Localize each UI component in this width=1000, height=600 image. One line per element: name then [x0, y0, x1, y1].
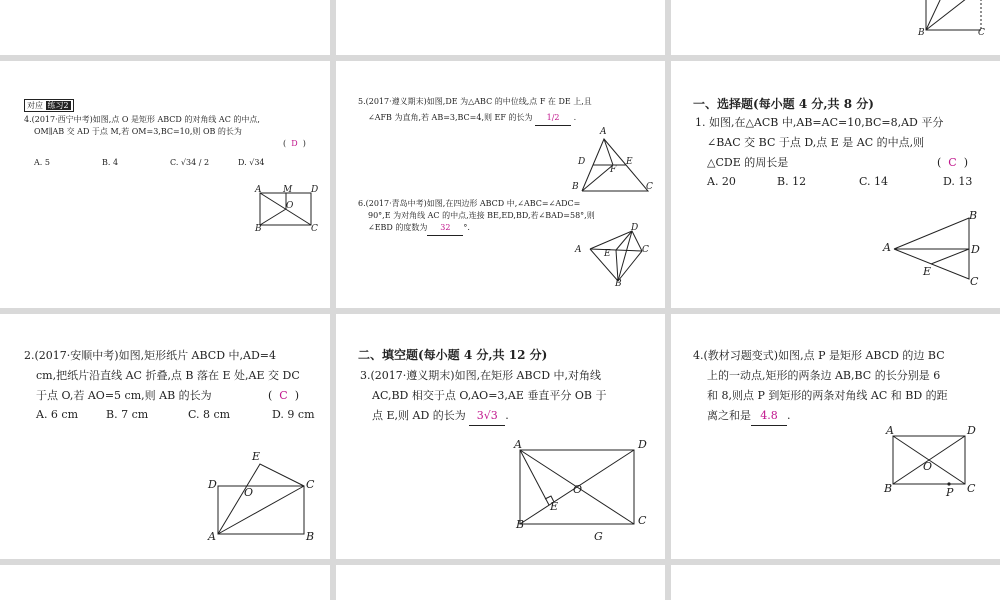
question-4-line1: 4.(2017·西宁中考)如图,点 O 是矩形 ABCD 的对角线 AC 的中点, — [24, 115, 260, 124]
folded-rectangle-figure — [208, 452, 318, 547]
panel-top-left — [0, 0, 330, 55]
question-6-line3: ∠EBD 的度数为 32 °. — [368, 221, 470, 236]
practice-badge: 对应 练习2 — [24, 99, 74, 112]
label-E: E — [604, 249, 611, 259]
option-b: B. 7 cm — [106, 408, 149, 421]
answer-6: 32 — [427, 221, 463, 236]
answer-paren: ( C ) — [937, 156, 969, 169]
label-B: B — [615, 279, 622, 289]
label-D: D — [208, 478, 217, 491]
label-E: E — [252, 450, 261, 463]
label-B: B — [572, 182, 579, 192]
label-A: A — [886, 424, 894, 437]
question-5-line1: 5.(2017·遵义期末)如图,DE 为△ABC 的中位线,点 F 在 DE 上,且 — [358, 97, 592, 106]
panel-r2c1 — [0, 61, 330, 308]
question-3-line2: AC,BD 相交于点 O,AO=3,AE 垂直平分 OB 于 — [372, 389, 607, 402]
option-b: B. 12 — [777, 175, 807, 188]
option-d: D. √34 — [238, 158, 265, 167]
option-c: C. √34 / 2 — [170, 158, 210, 167]
question-4-line2: 上的一动点,矩形的两条边 AB,BC 的长分别是 6 — [707, 369, 941, 382]
panel-top-right — [671, 0, 1000, 55]
label-E: E — [550, 500, 559, 513]
question-1-line1: 1. 如图,在△ACB 中,AB=AC=10,BC=8,AD 平分 — [695, 116, 944, 129]
answer: D — [291, 139, 298, 148]
panel-r3c2 — [336, 314, 665, 559]
question-3-line3: 点 E,则 AD 的长为 3√3 . — [372, 406, 509, 426]
question-2-line3: 于点 O,若 AO=5 cm,则 AB 的长为 — [36, 389, 212, 402]
label-A: A — [255, 185, 262, 195]
label-O: O — [286, 201, 294, 211]
label-D: D — [967, 424, 976, 437]
label-C: C — [970, 275, 979, 288]
option-b: B. 4 — [102, 158, 119, 167]
question-2-line2: cm,把纸片沿直线 AC 折叠,点 B 落在 E 处,AE 交 DC — [36, 369, 300, 382]
option-d: D. 9 cm — [272, 408, 315, 421]
panel-r2c2 — [336, 61, 665, 308]
label-B: B — [969, 209, 978, 222]
question-3-line1: 3.(2017·遵义期末)如图,在矩形 ABCD 中,对角线 — [360, 369, 602, 382]
question-4-line2: OM∥AB 交 AD 于点 M,若 OM=3,BC=10,则 OB 的长为 — [34, 127, 242, 136]
answer-paren: ( C ) — [268, 389, 300, 402]
label-C: C — [638, 514, 647, 527]
panel-bottom-right — [671, 565, 1000, 600]
label-A: A — [600, 127, 607, 137]
label-C: C — [311, 224, 318, 234]
option-c: C. 14 — [859, 175, 889, 188]
panel-r2c3 — [671, 61, 1000, 308]
panel-r3c1 — [0, 314, 330, 559]
option-a: A. 20 — [707, 175, 736, 188]
label-A: A — [514, 438, 522, 451]
label-M: M — [283, 185, 293, 195]
label-P: P — [946, 486, 954, 499]
question-1-line3: △CDE 的周长是 — [707, 156, 789, 169]
top-figure — [671, 0, 1000, 55]
question-6-line2: 90°,E 为对角线 AC 的中点,连接 BE,ED,BD,若∠BAD=58°,则 — [368, 211, 595, 220]
option-c: C. 8 cm — [188, 408, 231, 421]
label-D: D — [638, 438, 647, 451]
option-a: A. 5 — [34, 158, 50, 167]
section-title: 二、填空题(每小题 4 分,共 12 分) — [358, 348, 548, 362]
label-A: A — [883, 241, 891, 254]
answer: 3√3 — [469, 406, 505, 426]
label-D: D — [311, 185, 319, 195]
label-D: D — [578, 157, 586, 167]
panel-top-middle — [336, 0, 665, 55]
label-C: C — [642, 245, 649, 255]
label-O: O — [573, 483, 583, 496]
label-O: O — [923, 460, 933, 473]
label-B: B — [918, 28, 925, 38]
panel-bottom-left — [0, 565, 330, 600]
section-title: 一、选择题(每小题 4 分,共 8 分) — [693, 97, 874, 111]
answer-5: 1/2 — [535, 111, 571, 126]
quadrilateral-figure — [582, 227, 662, 293]
label-O: O — [244, 486, 254, 499]
question-4-line1: 4.(教材习题变式)如图,点 P 是矩形 ABCD 的边 BC — [693, 349, 945, 362]
label-B: B — [516, 518, 525, 531]
answer-paren: ( D ) — [283, 139, 306, 148]
panel-bottom-middle — [336, 565, 665, 600]
label-C: C — [978, 28, 985, 38]
question-1-line2: ∠BAC 交 BC 于点 D,点 E 是 AC 的中点,则 — [707, 136, 925, 149]
question-4-line4: 离之和是 4.8 . — [707, 406, 791, 426]
option-d: D. 13 — [943, 175, 973, 188]
label-C: C — [646, 182, 653, 192]
question-6-line1: 6.(2017·青岛中考)如图,在四边形 ABCD 中,∠ABC=∠ADC= — [358, 199, 581, 208]
question-5-line2: ∠AFB 为直角,若 AB=3,BC=4,则 EF 的长为 1/2 . — [368, 111, 576, 126]
label-B: B — [255, 224, 262, 234]
label-G: G — [594, 530, 603, 543]
answer: C — [948, 156, 957, 169]
label-F: F — [610, 165, 617, 175]
label-E: E — [626, 157, 633, 167]
panel-r3c3 — [671, 314, 1000, 559]
label-B: B — [884, 482, 893, 495]
option-a: A. 6 cm — [36, 408, 79, 421]
answer: 4.8 — [751, 406, 787, 426]
question-4-line3: 和 8,则点 P 到矩形的两条对角线 AC 和 BD 的距 — [707, 389, 948, 402]
label-A: A — [208, 530, 216, 543]
label-B: B — [306, 530, 315, 543]
label-A: A — [575, 245, 582, 255]
question-2-line1: 2.(2017·安顺中考)如图,矩形纸片 ABCD 中,AD=4 — [24, 349, 277, 362]
label-C: C — [306, 478, 315, 491]
label-D: D — [631, 223, 639, 233]
label-E: E — [923, 265, 932, 278]
answer: C — [279, 389, 288, 402]
label-D: D — [971, 243, 980, 256]
label-C: C — [967, 482, 976, 495]
